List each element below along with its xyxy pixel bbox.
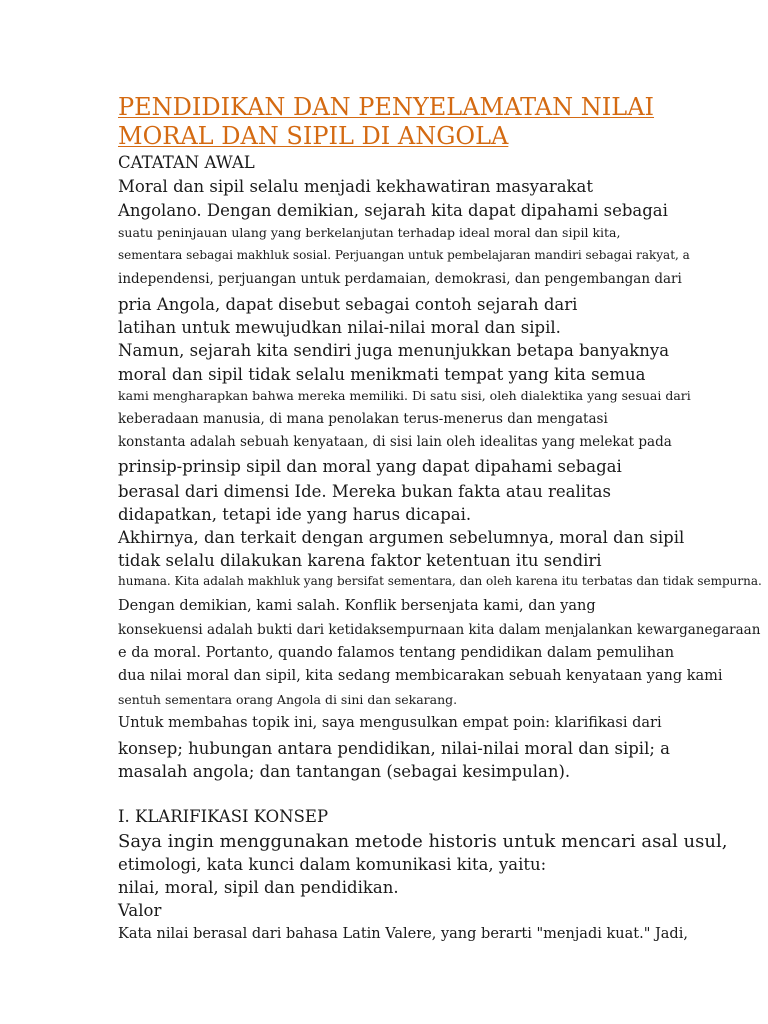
text-line: e da moral. Portanto, quando falamos tentang pendidikan dalam pemulihan [118,645,675,661]
text-line: Akhirnya, dan terkait dengan argumen sebelumnya, moral dan sipil [118,528,685,547]
title-line-1: PENDIDIKAN DAN PENYELAMATAN NILAI [118,93,655,121]
text-line: Dengan demikian, kami salah. Konflik bersenjata kami, dan yang [118,598,596,614]
text-line: Moral dan sipil selalu menjadi kekhawatiran masyarakat [118,177,594,196]
text-line: masalah angola; dan tantangan (sebagai kesimpulan). [118,762,571,781]
text-line: Saya ingin menggunakan metode historis untuk mencari asal usul, [118,831,728,852]
text-line: konsekuensi adalah bukti dari ketidaksempurnaan kita dalam menjalankan kewarganegaraan [118,622,761,638]
text-line: Angolano. Dengan demikian, sejarah kita dapat dipahami sebagai [118,201,668,220]
text-line: Namun, sejarah kita sendiri juga menunjukkan betapa banyaknya [118,341,670,360]
text-line: suatu peninjauan ulang yang berkelanjutan terhadap ideal moral dan sipil kita, [118,225,621,240]
text-line: Kata nilai berasal dari bahasa Latin Valere, yang berarti "menjadi kuat." Jadi, [118,926,688,942]
section-heading: I. KLARIFIKASI KONSEP [118,807,329,826]
text-line: kami mengharapkan bahwa mereka memiliki. Di satu sisi, oleh dialektika yang sesuai dari [118,388,691,403]
subheading: Valor [118,901,162,920]
text-line: Untuk membahas topik ini, saya mengusulkan empat poin: klarifikasi dari [118,715,662,731]
text-line: moral dan sipil tidak selalu menikmati tempat yang kita semua [118,365,646,384]
text-line: nilai, moral, sipil dan pendidikan. [118,878,399,897]
text-line: tidak selalu dilakukan karena faktor ketentuan itu sendiri [118,551,602,570]
text-line: berasal dari dimensi Ide. Mereka bukan fakta atau realitas [118,482,611,501]
text-line: sementara sebagai makhluk sosial. Perjuangan untuk pembelajaran mandiri sebagai rakyat, a [118,248,690,262]
text-line: pria Angola, dapat disebut sebagai contoh sejarah dari [118,295,578,314]
text-line: keberadaan manusia, di mana penolakan terus-menerus dan mengatasi [118,411,608,427]
text-line: konstanta adalah sebuah kenyataan, di sisi lain oleh idealitas yang melekat pada [118,434,672,450]
text-line: etimologi, kata kunci dalam komunikasi kita, yaitu: [118,855,547,874]
text-line: sentuh sementara orang Angola di sini dan sekarang. [118,692,458,707]
title-line-2: MORAL DAN SIPIL DI ANGOLA [118,122,509,150]
text-line: independensi, perjuangan untuk perdamaian, demokrasi, dan pengembangan dari [118,271,682,287]
document-title[interactable] [118,93,718,151]
text-line: didapatkan, tetapi ide yang harus dicapai. [118,505,472,524]
text-line: konsep; hubungan antara pendidikan, nilai-nilai moral dan sipil; a [118,739,670,758]
section-heading: CATATAN AWAL [118,153,255,172]
text-line: prinsip-prinsip sipil dan moral yang dapat dipahami sebagai [118,457,622,476]
text-line: humana. Kita adalah makhluk yang bersifat sementara, dan oleh karena itu terbatas dan tidak sempurna. [118,574,762,588]
text-line: dua nilai moral dan sipil, kita sedang membicarakan sebuah kenyataan yang kami [118,668,723,684]
text-line: latihan untuk mewujudkan nilai-nilai moral dan sipil. [118,318,561,337]
